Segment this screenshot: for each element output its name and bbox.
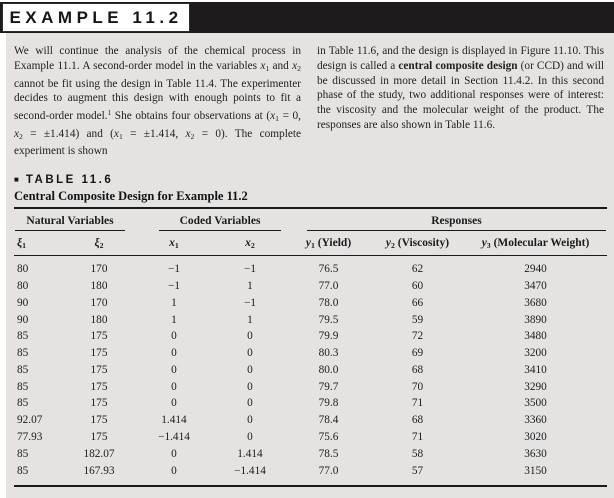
table-cell: 77.93: [17, 431, 43, 444]
table-cell: 79.5: [318, 313, 339, 326]
table-cell: 175: [90, 363, 108, 376]
table-cell: 180: [90, 280, 108, 292]
intro-paragraph-right: [317, 44, 604, 159]
table-cell: 90: [17, 296, 29, 309]
table-cell: 0: [247, 397, 253, 410]
square-bullet-icon: ■: [14, 175, 19, 185]
table-cell: 77.0: [318, 280, 339, 292]
text-segment: 1: [275, 113, 279, 123]
text-segment: 1: [107, 109, 112, 118]
table-cell: 85: [17, 330, 29, 343]
text-segment: y: [385, 237, 391, 250]
table-cell: 76.5: [318, 263, 339, 276]
table-cell: 60: [411, 280, 424, 292]
table-cell: 69: [411, 347, 424, 360]
text-segment: central composite design: [398, 59, 518, 72]
text-segment: = 0). The complete experiment is shown: [14, 127, 301, 158]
table-cell: 1: [171, 296, 177, 309]
table-cell: 175: [90, 414, 108, 427]
example-header-bar: [0, 2, 614, 33]
table-cell: 3500: [524, 397, 547, 410]
table-cell: 175: [90, 397, 108, 410]
table-cell: 85: [17, 447, 29, 460]
table-cell: 75.6: [318, 431, 339, 444]
table-cell: 175: [90, 347, 108, 360]
text-segment: x: [185, 127, 191, 140]
table-cell: 1.414: [237, 447, 263, 460]
table-cell: 170: [90, 296, 108, 309]
table-cell: 58: [411, 447, 424, 460]
example-title-box: [2, 3, 190, 32]
text-segment: 2: [297, 63, 301, 73]
text-segment: (Molecular Weight): [490, 237, 590, 250]
table-label: [14, 174, 607, 186]
table-number: TABLE 11.6: [25, 174, 114, 187]
table-cell: 3630: [524, 447, 547, 460]
table-cell: 71: [411, 431, 424, 444]
table-cell: 0: [247, 363, 253, 376]
table-cell: 175: [90, 330, 108, 343]
table-cell: 0: [171, 347, 177, 360]
table-cell: 3290: [524, 380, 547, 393]
intro-paragraph-left: [14, 44, 301, 159]
text-segment: ξ: [94, 237, 100, 250]
text-segment: 1: [118, 131, 123, 141]
table-row: [14, 445, 607, 462]
table-cell: 85: [17, 464, 29, 477]
col-header-y3-molecular-weight: [464, 232, 607, 255]
table-cell: 3360: [524, 414, 547, 427]
table-cell: 182.07: [83, 447, 115, 460]
table-cell: 71: [411, 397, 424, 410]
content-area: [6, 33, 614, 498]
table-cell: 0: [247, 414, 253, 427]
table-row: [14, 429, 607, 446]
col-header-x1: [134, 232, 214, 255]
table-cell: 80: [17, 280, 29, 292]
table-cell: 85: [17, 397, 29, 410]
table-cell: 0: [171, 363, 177, 376]
table-row: [14, 345, 607, 362]
table-cell: −1.414: [158, 431, 190, 444]
table-cell: 0: [171, 447, 177, 460]
text-segment: 3: [486, 241, 491, 251]
table-row: [14, 278, 607, 295]
col-header-xi1: [14, 232, 64, 255]
text-segment: x: [113, 127, 119, 140]
text-segment: (Yield): [314, 237, 352, 250]
table-cell: 0: [247, 431, 253, 444]
ccd-table: [14, 207, 607, 486]
table-cell: 3480: [524, 330, 547, 343]
text-segment: cannot be fit using the design in Table 11.4. The experimenter decides to augment this design with enough points to fit a second-order model.: [14, 77, 301, 123]
table-row: [14, 362, 607, 379]
table-cell: 3410: [524, 363, 547, 376]
table-cell: 85: [17, 347, 29, 360]
group-header-responses: Responses: [286, 208, 607, 232]
table-cell: −1: [167, 263, 181, 276]
table-cell: 80.0: [318, 363, 339, 376]
table-cell: 0: [171, 330, 177, 343]
table-cell: 167.93: [83, 464, 115, 477]
table-cell: −1: [167, 280, 181, 292]
table-row: [14, 395, 607, 412]
col-header-x2: [214, 232, 286, 255]
col-header-xi2: [64, 232, 134, 255]
table-cell: 0: [247, 347, 253, 360]
text-segment: x: [292, 59, 298, 72]
text-segment: y: [481, 237, 487, 250]
table-cell: 80: [17, 263, 29, 276]
text-segment: y: [305, 237, 311, 250]
intro-columns: [14, 44, 607, 159]
table-cell: 79.9: [318, 330, 339, 343]
table-cell: 3200: [524, 347, 547, 360]
text-segment: 2: [190, 131, 195, 141]
table-cell: 0: [171, 464, 177, 477]
table-cell: 0: [247, 380, 253, 393]
text-segment: x: [169, 237, 175, 250]
table-cell: 85: [17, 363, 29, 376]
table-cell: 0: [171, 397, 177, 410]
table-cell: 0: [171, 380, 177, 393]
table-cell: 175: [90, 431, 108, 444]
table-cell: 80.3: [318, 347, 339, 360]
table-cell: 59: [411, 313, 424, 326]
table-cell: 78.4: [318, 414, 339, 427]
table-cell: 0: [247, 330, 253, 343]
text-segment: She obtains four observations at (: [111, 110, 271, 123]
text-segment: x: [14, 127, 20, 140]
text-segment: = ±1.414,: [122, 127, 186, 140]
table-cell: 68: [411, 363, 424, 376]
table-row: [14, 328, 607, 345]
text-segment: 1: [174, 241, 179, 251]
text-segment: ξ: [17, 237, 23, 250]
table-caption: Central Composite Design for Example 11.2: [14, 189, 248, 204]
text-segment: and: [269, 59, 293, 72]
text-segment: 2: [250, 241, 255, 251]
table-cell: 3680: [524, 296, 547, 309]
text-segment: (Viscosity): [394, 237, 450, 250]
table-cell: −1: [243, 263, 257, 276]
group-header-natural-variables: Natural Variables: [14, 208, 134, 232]
text-segment: 2: [391, 241, 395, 251]
text-segment: We will continue the analysis of the chemical process in Example 11.1. A second-order model in the variables: [14, 45, 301, 72]
table-cell: 68: [411, 414, 424, 427]
table-cell: 85: [17, 380, 29, 393]
ccd-table-head: [14, 208, 607, 255]
table-cell: 3150: [524, 464, 547, 477]
text-segment: 2: [99, 241, 104, 251]
table-cell: 3470: [524, 280, 547, 292]
table-cell: 90: [17, 313, 29, 326]
table-cell: 1.414: [161, 414, 187, 427]
text-segment: 1: [265, 63, 270, 73]
table-row: [14, 462, 607, 485]
group-header-coded-variables: Coded Variables: [134, 208, 286, 232]
table-cell: 1: [171, 313, 177, 326]
group-header-row: [14, 208, 607, 232]
text-segment: = 0,: [278, 110, 301, 123]
text-segment: = ±1.414) and (: [22, 127, 114, 140]
col-header-y1-yield: [286, 232, 371, 255]
table-cell: 79.8: [318, 397, 339, 410]
table-cell: 62: [411, 263, 424, 276]
table-cell: 3890: [524, 313, 547, 326]
table-cell: 180: [90, 313, 108, 326]
table-cell: 77.0: [318, 464, 339, 477]
table-cell: 3020: [524, 431, 547, 444]
table-cell: 175: [90, 380, 108, 393]
text-segment: x: [260, 59, 266, 72]
table-row: [14, 311, 607, 328]
ccd-table-body: [14, 256, 607, 486]
table-cell: 70: [411, 380, 424, 393]
table-cell: 1: [247, 280, 253, 292]
table-cell: 170: [90, 263, 108, 276]
table-cell: 92.07: [17, 414, 43, 427]
text-segment: 2: [19, 131, 23, 141]
table-cell: −1.414: [234, 464, 266, 477]
text-segment: (or CCD) and will be discussed in more detail in Section 11.4.2. In this second phase of the study, two additional responses were of interest: the viscosity and the molecular weight of the product. The responses are also shown in Table 11.6.: [317, 59, 604, 131]
text-segment: x: [270, 110, 276, 123]
table-cell: 57: [411, 464, 424, 477]
text-segment: x: [245, 237, 251, 250]
table-cell: 78.0: [318, 296, 339, 309]
table-cell: 2940: [524, 263, 547, 276]
table-row: [14, 378, 607, 395]
text-segment: 1: [310, 241, 315, 251]
table-cell: −1: [243, 296, 257, 309]
example-title: EXAMPLE 11.2: [9, 7, 183, 27]
col-header-y2-viscosity: [371, 232, 464, 255]
table-cell: 79.7: [318, 380, 339, 393]
table-cell: 72: [411, 330, 424, 343]
text-segment: in Table 11.6, and the design is displayed in Figure 11.10. This design is called a: [317, 45, 604, 72]
text-segment: 1: [22, 241, 27, 251]
table-cell: 78.5: [318, 447, 339, 460]
column-header-row: [14, 232, 607, 255]
table-row: [14, 294, 607, 311]
table-row: [14, 412, 607, 429]
table-row: [14, 256, 607, 278]
table-11-6-block: [14, 174, 607, 486]
table-cell: 1: [247, 313, 253, 326]
table-cell: 66: [411, 296, 424, 309]
